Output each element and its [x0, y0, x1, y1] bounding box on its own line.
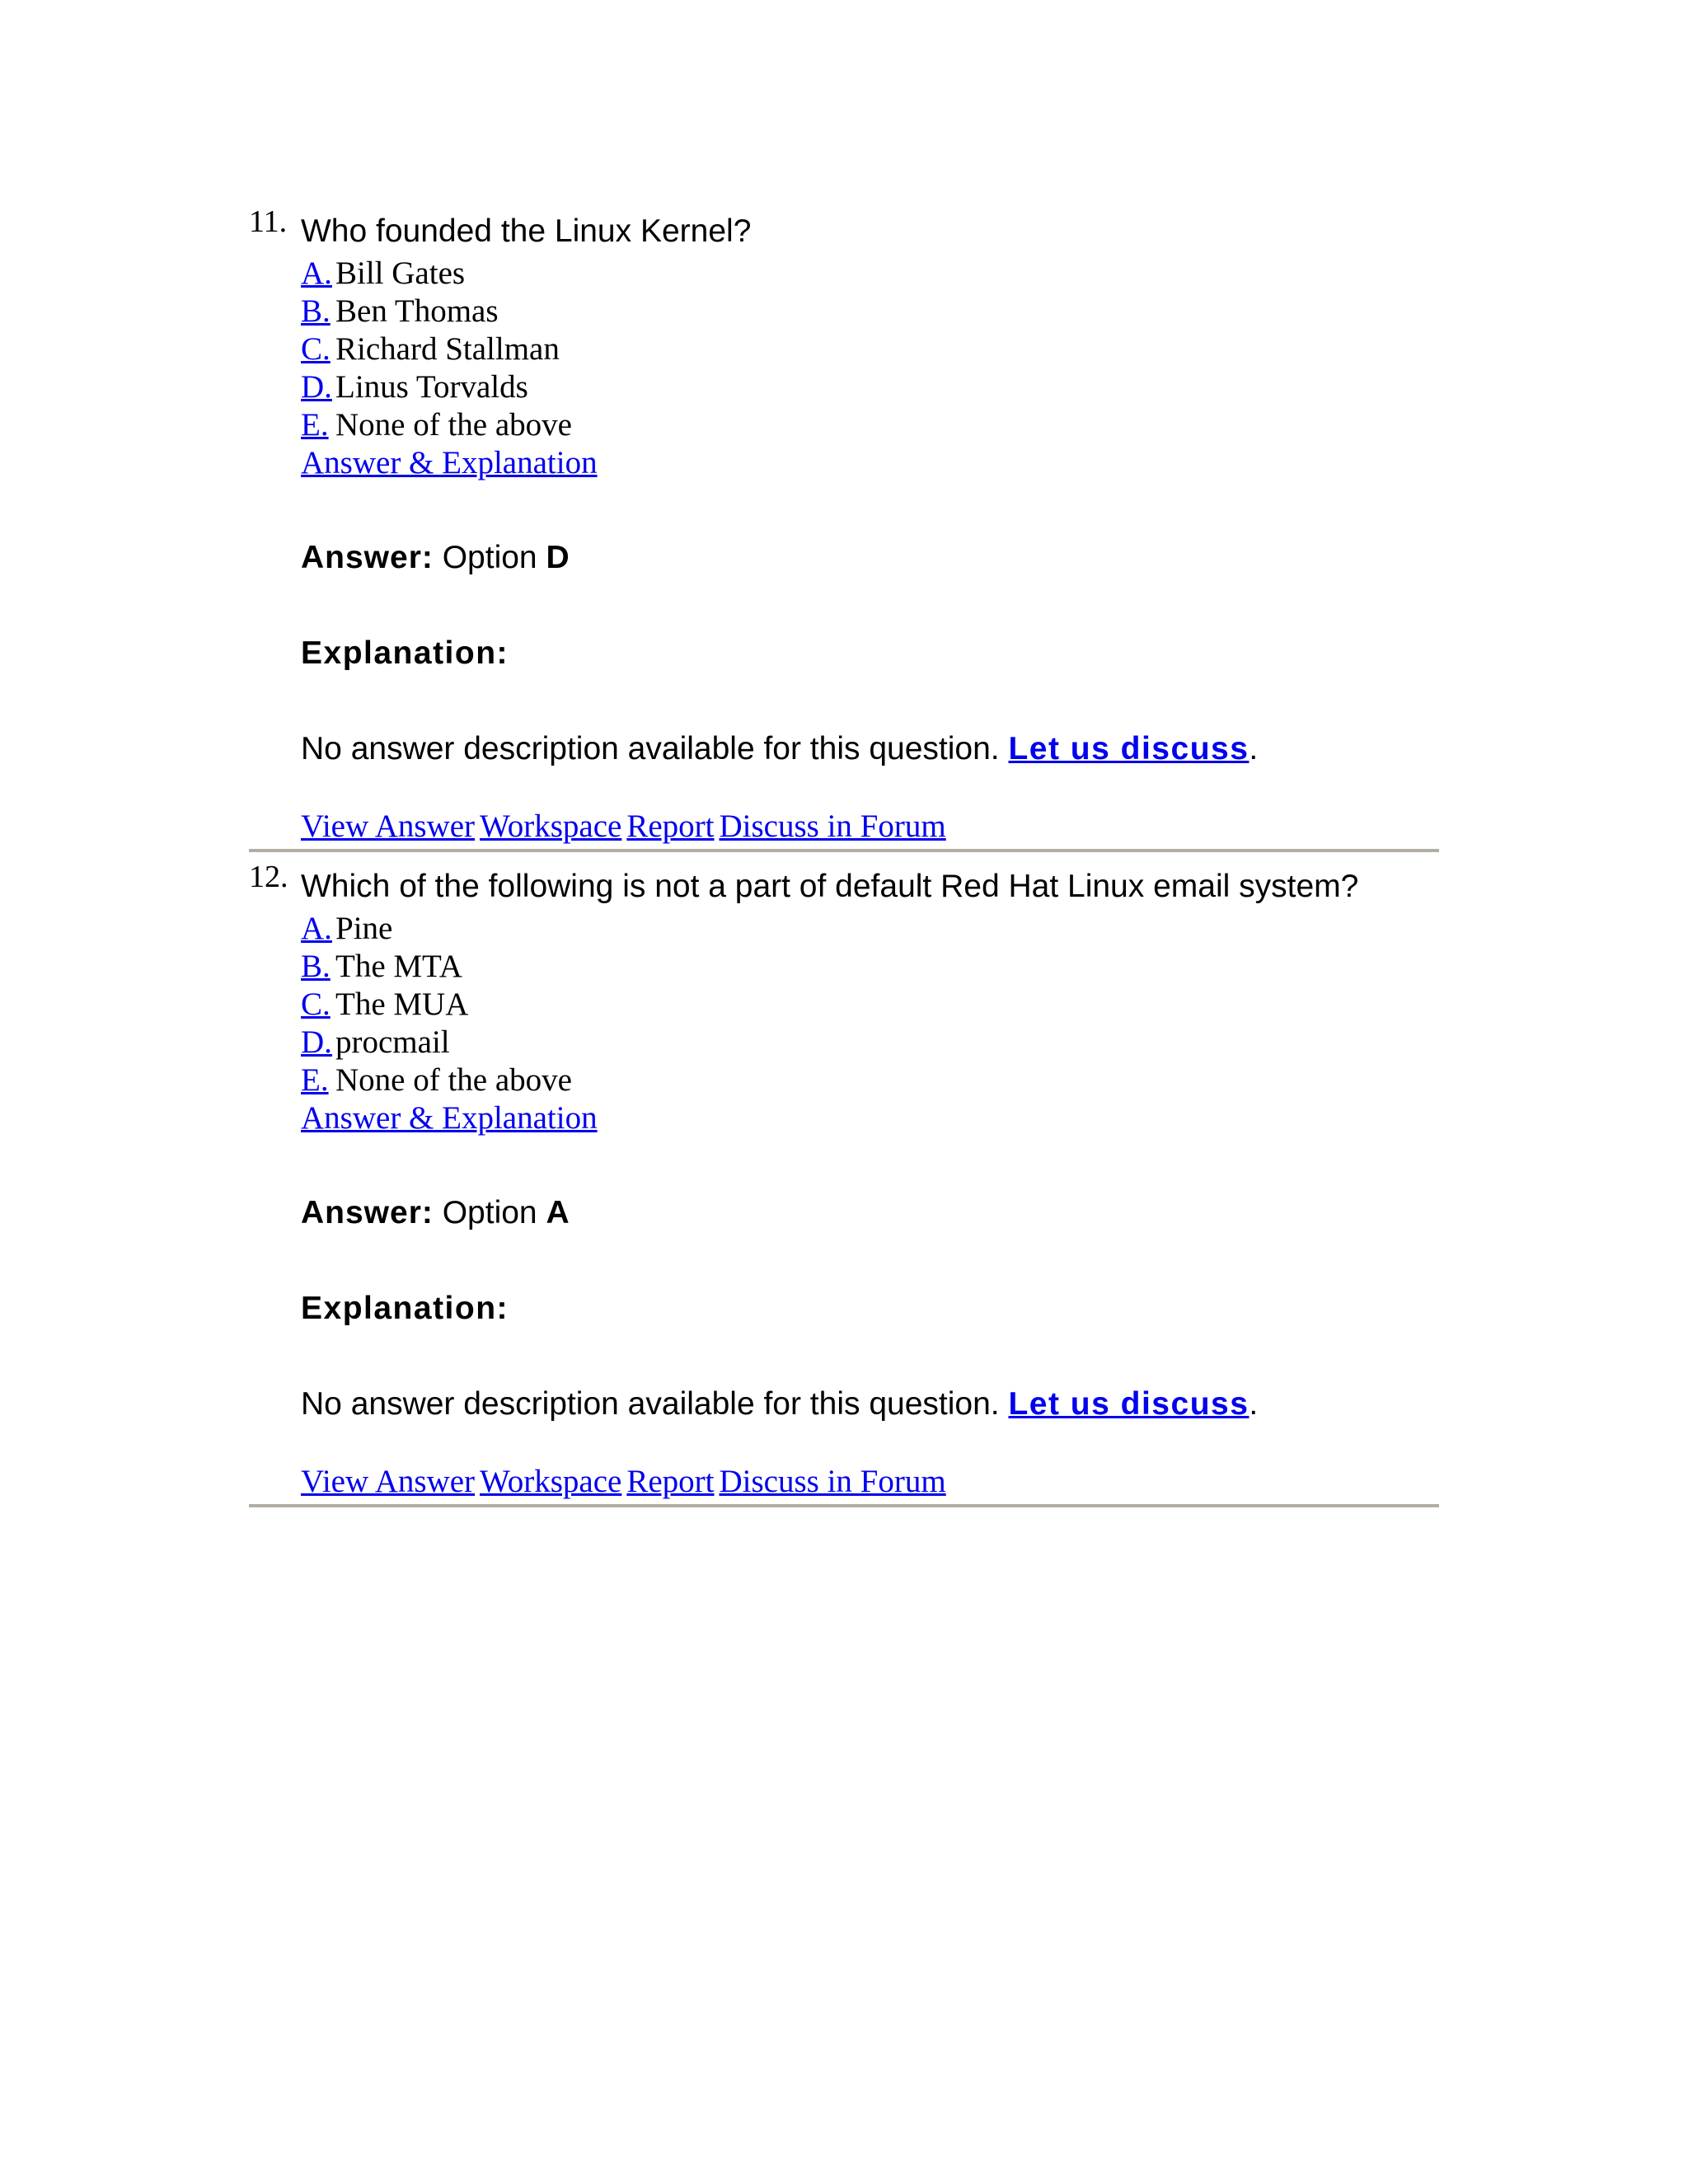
options-list [301, 255, 572, 444]
report-link[interactable]: Report [626, 1464, 715, 1499]
explanation-text-line [301, 1386, 1258, 1422]
option-c [301, 330, 572, 368]
workspace-link[interactable]: Workspace [480, 808, 622, 844]
discuss-in-forum-link[interactable]: Discuss in Forum [719, 808, 946, 844]
option-e [301, 406, 572, 444]
explanation-heading: Explanation: [301, 635, 509, 671]
answer-line [301, 540, 570, 576]
answer-line [301, 1195, 570, 1231]
option-d-link[interactable]: D. [301, 1024, 332, 1060]
option-a [301, 255, 572, 293]
view-answer-link[interactable]: View Answer [301, 1464, 476, 1499]
explanation-heading: Explanation: [301, 1291, 509, 1326]
option-d [301, 1024, 572, 1062]
option-b-link[interactable]: B. [301, 293, 331, 329]
option-e [301, 1062, 572, 1099]
answer-option-letter: A [546, 1195, 570, 1230]
option-b [301, 293, 572, 330]
question-block-12 [249, 849, 1439, 1507]
explanation-text: No answer description available for this question. [301, 1386, 1000, 1422]
question-text: Who founded the Linux Kernel? [301, 213, 752, 249]
footer-links [301, 1463, 951, 1501]
workspace-link[interactable]: Workspace [480, 1464, 622, 1499]
question-number: 12. [249, 860, 288, 894]
view-answer-link[interactable]: View Answer [301, 808, 476, 844]
explanation-text: No answer description available for this question. [301, 731, 1000, 766]
options-list [301, 910, 572, 1099]
option-c-text: Richard Stallman [335, 331, 560, 367]
option-b-text: Ben Thomas [335, 293, 499, 329]
let-us-discuss-link[interactable]: Let us discuss [1008, 1386, 1250, 1422]
question-block-11 [249, 194, 1439, 852]
answer-explanation-link[interactable]: Answer & Explanation [301, 445, 598, 480]
option-e-text: None of the above [335, 407, 572, 443]
option-c-link[interactable]: C. [301, 331, 331, 367]
option-b-link[interactable]: B. [301, 949, 331, 984]
footer-links [301, 808, 951, 846]
option-a-text: Pine [335, 911, 393, 946]
option-e-link[interactable]: E. [301, 1062, 329, 1098]
question-text: Which of the following is not a part of default Red Hat Linux email system? [301, 869, 1359, 904]
report-link[interactable]: Report [626, 808, 715, 844]
discuss-suffix: . [1249, 731, 1259, 766]
answer-option-word: Option [442, 1195, 537, 1230]
option-d-text: Linus Torvalds [335, 369, 528, 405]
explanation-text-line [301, 731, 1258, 767]
option-b-text: The MTA [335, 949, 462, 984]
option-e-text: None of the above [335, 1062, 572, 1098]
option-d-text: procmail [335, 1024, 450, 1060]
answer-label: Answer: [301, 540, 434, 575]
option-a-text: Bill Gates [335, 255, 466, 291]
option-d-link[interactable]: D. [301, 369, 332, 405]
option-d [301, 368, 572, 406]
answer-explanation-link[interactable]: Answer & Explanation [301, 1100, 598, 1136]
discuss-in-forum-link[interactable]: Discuss in Forum [719, 1464, 946, 1499]
option-c [301, 986, 572, 1024]
answer-option-letter: D [546, 540, 570, 575]
option-a-link[interactable]: A. [301, 255, 332, 291]
option-a-link[interactable]: A. [301, 911, 332, 946]
option-a [301, 910, 572, 948]
option-c-text: The MUA [335, 987, 469, 1022]
answer-label: Answer: [301, 1195, 434, 1230]
option-c-link[interactable]: C. [301, 987, 331, 1022]
option-b [301, 948, 572, 986]
question-number: 11. [249, 204, 288, 239]
option-e-link[interactable]: E. [301, 407, 329, 443]
discuss-suffix: . [1249, 1386, 1259, 1422]
let-us-discuss-link[interactable]: Let us discuss [1008, 731, 1250, 766]
answer-option-word: Option [442, 540, 537, 575]
